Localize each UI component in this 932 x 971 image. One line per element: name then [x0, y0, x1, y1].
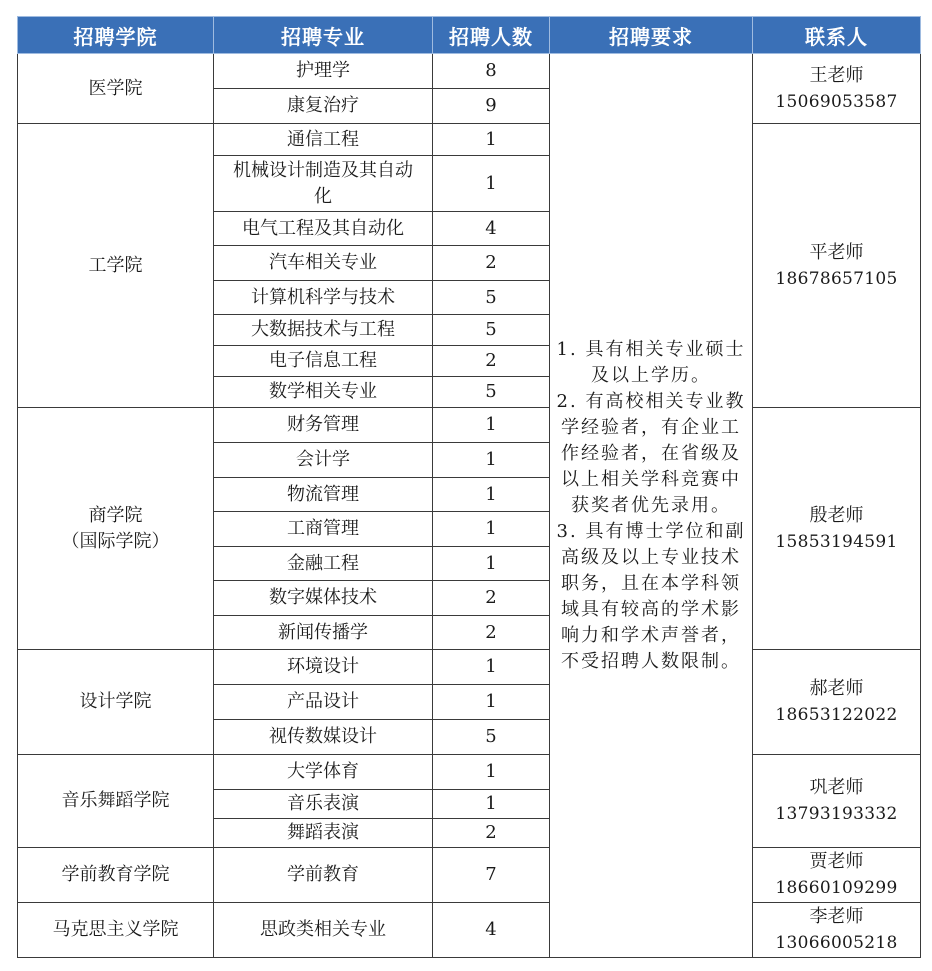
- contact-preschool: [753, 848, 921, 903]
- major-name: 康复治疗: [214, 89, 433, 124]
- table-row: [18, 408, 921, 443]
- recruitment-table: [17, 16, 921, 958]
- requirement-2: 2. 有高校相关专业教学经验者，有企业工作经验者，在省级及以上相关学科竞赛中获奖者优先录用。: [556, 390, 746, 516]
- college-engineering: 工学院: [18, 124, 214, 408]
- major-name: 财务管理: [214, 408, 433, 443]
- contact-phone: 18653122022: [775, 705, 898, 725]
- major-count: 7: [433, 848, 550, 903]
- major-count: 2: [433, 616, 550, 650]
- major-count: 1: [433, 650, 550, 685]
- table-row: [18, 54, 921, 89]
- contact-design: [753, 650, 921, 755]
- header-college: 招聘学院: [18, 17, 214, 54]
- major-name: 新闻传播学: [214, 616, 433, 650]
- college-marxism: 马克思主义学院: [18, 903, 214, 958]
- contact-business: [753, 408, 921, 650]
- header-count: 招聘人数: [433, 17, 550, 54]
- major-name: 护理学: [214, 54, 433, 89]
- contact-name: 王老师: [809, 64, 864, 86]
- contact-name: 殷老师: [809, 504, 864, 526]
- table-row: [18, 848, 921, 903]
- major-name: 计算机科学与技术: [214, 281, 433, 315]
- major-count: 4: [433, 212, 550, 246]
- contact-phone: 13793193332: [775, 804, 898, 824]
- contact-phone: 18660109299: [775, 878, 898, 898]
- contact-name: 郝老师: [809, 678, 864, 699]
- major-count: 2: [433, 819, 550, 848]
- contact-marxism: [753, 903, 921, 958]
- major-count: 5: [433, 281, 550, 315]
- major-count: 1: [433, 408, 550, 443]
- major-name: 数字媒体技术: [214, 581, 433, 616]
- major-name: 通信工程: [214, 124, 433, 156]
- requirements-cell: [550, 54, 753, 958]
- contact-name: 李老师: [809, 906, 864, 927]
- contact-phone: 18678657105: [775, 268, 898, 289]
- contact-engineering: [753, 124, 921, 408]
- major-count: 5: [433, 315, 550, 346]
- contact-music-dance: [753, 755, 921, 848]
- contact-phone: 15853194591: [775, 531, 898, 552]
- major-count: 1: [433, 755, 550, 790]
- major-count: 9: [433, 89, 550, 124]
- table-row: [18, 903, 921, 958]
- requirement-3: 3. 具有博士学位和副高级及以上专业技术职务，且在本学科领域具有较高的学术影响力和学术声誉者，不受招聘人数限制。: [556, 520, 746, 672]
- major-count: 1: [433, 124, 550, 156]
- contact-phone: 15069053587: [775, 91, 898, 112]
- major-name: 学前教育: [214, 848, 433, 903]
- major-count: 5: [433, 377, 550, 408]
- major-name: 物流管理: [214, 478, 433, 512]
- major-name: 电子信息工程: [214, 346, 433, 377]
- requirement-1: 1. 具有相关专业硕士及以上学历。: [556, 338, 746, 386]
- header-major: 招聘专业: [214, 17, 433, 54]
- college-subname: （国际学院）: [61, 530, 170, 552]
- major-count: 1: [433, 685, 550, 720]
- major-name: 数学相关专业: [214, 377, 433, 408]
- college-design: 设计学院: [18, 650, 214, 755]
- header-row: [18, 17, 921, 54]
- header-requirements: 招聘要求: [550, 17, 753, 54]
- major-name: 音乐表演: [214, 790, 433, 819]
- table-row: [18, 124, 921, 156]
- major-name: 思政类相关专业: [214, 903, 433, 958]
- major-name: 金融工程: [214, 547, 433, 581]
- major-count: 1: [433, 512, 550, 547]
- major-name: 大数据技术与工程: [214, 315, 433, 346]
- header-contact: 联系人: [753, 17, 921, 54]
- major-count: 4: [433, 903, 550, 958]
- major-count: 2: [433, 246, 550, 281]
- major-name: 舞蹈表演: [214, 819, 433, 848]
- major-count: 1: [433, 156, 550, 212]
- contact-name: 巩老师: [809, 777, 864, 798]
- major-count: 8: [433, 54, 550, 89]
- table-row: [18, 650, 921, 685]
- major-count: 2: [433, 346, 550, 377]
- college-name: 商学院: [88, 504, 143, 526]
- college-medicine: 医学院: [18, 54, 214, 124]
- major-name: 会计学: [214, 443, 433, 478]
- major-count: 1: [433, 443, 550, 478]
- college-business: [18, 408, 214, 650]
- major-name: 大学体育: [214, 755, 433, 790]
- major-name: 汽车相关专业: [214, 246, 433, 281]
- major-count: 1: [433, 790, 550, 819]
- table-row: [18, 755, 921, 790]
- college-preschool: 学前教育学院: [18, 848, 214, 903]
- major-count: 1: [433, 547, 550, 581]
- major-name: 电气工程及其自动化: [214, 212, 433, 246]
- major-name: 产品设计: [214, 685, 433, 720]
- contact-name: 贾老师: [809, 851, 864, 872]
- major-count: 5: [433, 720, 550, 755]
- major-count: 1: [433, 478, 550, 512]
- contact-name: 平老师: [809, 241, 864, 263]
- major-name: 机械设计制造及其自动化: [214, 156, 433, 212]
- contact-phone: 13066005218: [775, 933, 898, 953]
- major-count: 2: [433, 581, 550, 616]
- major-name: 视传数媒设计: [214, 720, 433, 755]
- contact-medicine: [753, 54, 921, 124]
- college-music-dance: 音乐舞蹈学院: [18, 755, 214, 848]
- major-name: 工商管理: [214, 512, 433, 547]
- major-name: 环境设计: [214, 650, 433, 685]
